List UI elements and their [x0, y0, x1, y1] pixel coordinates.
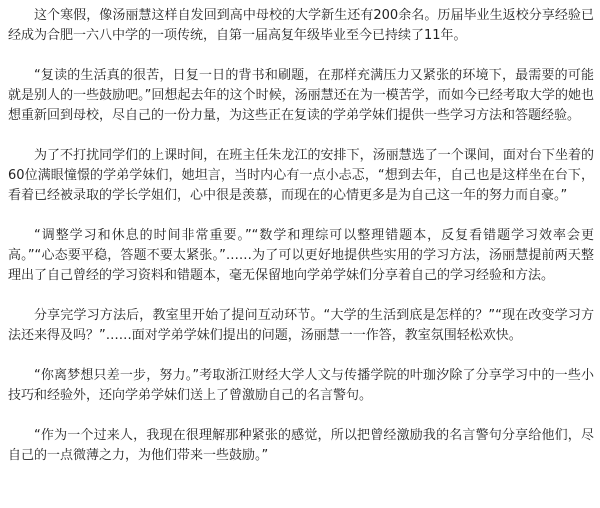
- paragraph-7: “作为一个过来人，我现在很理解那种紧张的感觉，所以把曾经激励我的名言警句分享给他们，尽自己的一点微薄之力，为他们带来一些鼓励。”: [8, 428, 594, 463]
- paragraph-3: 为了不打扰同学们的上课时间，在班主任朱龙江的安排下，汤丽慧选了一个课间，面对台下坐着的60位满眼憧憬的学弟学妹们，她坦言，当时内心有一点小忐忑，“想到去年，自己也是这样坐在台下，看着已经被录取的学长学姐们，心中很是羡慕，而现在的心情更多是为自己这一年的努力而自豪。”: [8, 148, 594, 203]
- paragraph-5: 分享完学习方法后，教室里开始了提问互动环节。“大学的生活到底是怎样的？”“现在改变学习方法还来得及吗？”……面对学弟学妹们提出的问题，汤丽慧一一作答，教室氛围轻松欢快。: [8, 308, 594, 343]
- paragraph-4: “调整学习和休息的时间非常重要。”“数学和理综可以整理错题本，反复看错题学习效率会更高。”“心态要平稳，答题不要太紧张。”……为了可以更好地提供些实用的学习方法，汤丽慧提前两天整理出了自己曾经的学习资料和错题本，毫无保留地向学弟学妹们分享着自己的学习经验和方法。: [8, 228, 594, 283]
- paragraph-1: 这个寒假，像汤丽慧这样自发回到高中母校的大学新生还有200余名。历届毕业生返校分享经验已经成为合肥一六八中学的一项传统，自第一届高复年级毕业至今已持续了11年。: [8, 8, 594, 43]
- paragraph-6: “你离梦想只差一步，努力。”考取浙江财经大学人文与传播学院的叶珈汐除了分享学习中的一些小技巧和经验外，还向学弟学妹们送上了曾激励自己的名言警句。: [8, 368, 594, 403]
- paragraph-2: “复读的生活真的很苦，日复一日的背书和刷题，在那样充满压力又紧张的环境下，最需要的可能就是别人的一些鼓励吧。”回想起去年的这个时候，汤丽慧还在为一模苦学，而如今已经考取大学的她也想重新回到母校，尽自己的一份力量，为这些正在复读的学弟学妹们提供一些学习方法和答题经验。: [8, 68, 594, 123]
- article-body: [8, 6, 594, 466]
